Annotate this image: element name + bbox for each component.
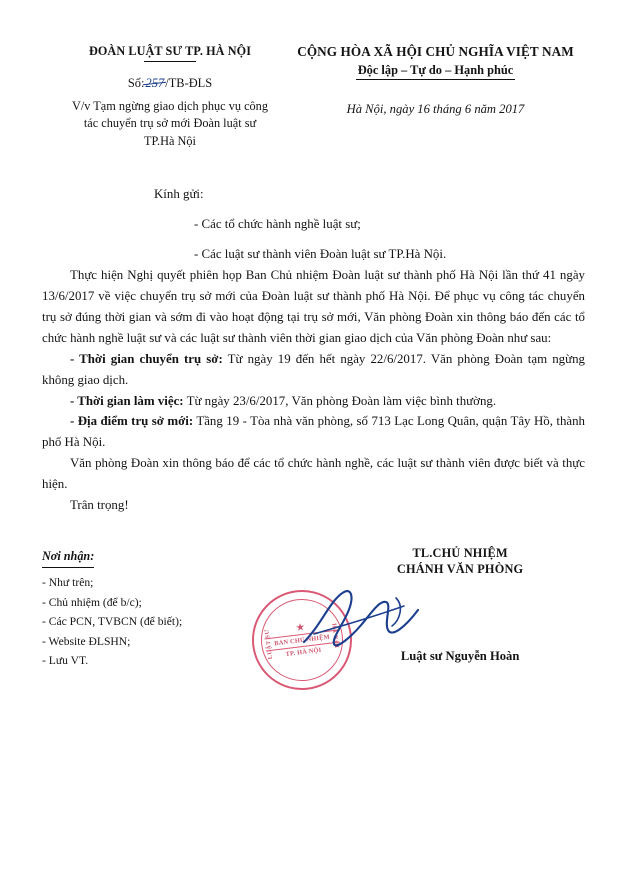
distribution-list-title: Nơi nhận: (42, 546, 94, 569)
distribution-list (42, 546, 335, 671)
bullet-new-address (42, 411, 585, 453)
recipient-item-2: - Các luật sư thành viên Đoàn luật sư TP.Hà Nội. (194, 247, 447, 262)
bullet-moving-time-label: - Thời gian chuyển trụ sở: (70, 351, 223, 366)
bullet-moving-time (42, 349, 585, 391)
subject-line-1: V/v Tạm ngừng giao dịch phục vụ công (72, 99, 268, 113)
bullet-new-address-label: - Địa điểm trụ sở mới: (70, 414, 194, 429)
place-and-date: Hà Nội, ngày 16 tháng 6 năm 2017 (346, 102, 525, 116)
signer-name: Luật sư Nguyễn Hoàn (400, 648, 520, 663)
addressee-label: Kính gửi: (154, 187, 204, 202)
bullet-working-time (42, 391, 585, 412)
document-number-suffix: /TB-ĐLS (165, 76, 213, 90)
bullet-working-time-label: - Thời gian làm việc: (70, 393, 184, 408)
document-number-handwritten: 257 (145, 76, 165, 90)
distribution-item: - Website ĐLSHN; (42, 634, 131, 648)
header-right-block (284, 44, 587, 150)
header-left-block (40, 44, 284, 150)
bullet-moving-time-text: Từ ngày 19 đến hết ngày 22/6/2017. Văn phòng Đoàn tạm ngừng không giao dịch. (42, 351, 585, 387)
issuing-organization: ĐOÀN LUẬT SƯ TP. HÀ NỘI (88, 44, 252, 58)
signer-position-line: CHÁNH VĂN PHÒNG (396, 561, 524, 576)
distribution-item: - Như trên; (42, 576, 94, 590)
document-subject (56, 98, 284, 150)
signature-area (0, 546, 627, 671)
bullet-new-address-text: Tầng 19 - Tòa nhà văn phòng, số 713 Lạc Long Quân, quận Tây Hồ, thành phố Hà Nội. (42, 414, 585, 450)
closing-salutation: Trân trọng! (70, 498, 129, 513)
subject-line-2: tác chuyển trụ sở mới Đoàn luật sư (83, 116, 257, 131)
paragraph-notice: Văn phòng Đoàn xin thông báo để các tổ chức hành nghề, các luật sư thành viên được biết và thực hiện. (42, 456, 585, 492)
signer-authority-line: TL.CHỦ NHIỆM (412, 545, 508, 560)
bullet-working-time-text: Từ ngày 23/6/2017, Văn phòng Đoàn làm việc bình thường. (183, 393, 497, 408)
seal-bottom-text: TP. HÀ NỘI (285, 646, 322, 659)
seal-side-text-left: LUẬT SƯ (264, 628, 275, 660)
national-motto: Độc lập – Tự do – Hạnh phúc (356, 63, 516, 80)
org-underline (144, 61, 196, 62)
distribution-item: - Lưu VT. (42, 654, 89, 668)
paragraph-intro: Thực hiện Nghị quyết phiên họp Ban Chủ nhiệm Đoàn luật sư thành phố Hà Nội lần thứ 41 ngày 13/6/2017 về việc chuyển trụ sở mới của Đoàn luật sư thành phố Hà Nội. Để phục vụ công tác chuyển trụ sở đúng thời gian và sớm đi vào hoạt động tại trụ sở mới, Văn phòng Đoàn xin thông báo đến các tổ chức hành nghề luật sư và các luật sư thành viên thời gian giao dịch của Văn phòng Đoàn như sau: (42, 268, 585, 345)
distribution-item: - Các PCN, TVBCN (để biết); (42, 615, 183, 629)
signature-block (335, 546, 585, 671)
recipient-item-1: - Các tổ chức hành nghề luật sư; (194, 217, 361, 232)
seal-band-text: BAN CHỦ NHIỆM (265, 630, 340, 652)
seal-side-text-right: HÀ NỘI (330, 622, 340, 649)
document-body (0, 184, 627, 516)
national-title: CỘNG HÒA XÃ HỘI CHỦ NGHĨA VIỆT NAM (297, 44, 574, 59)
distribution-item: - Chủ nhiệm (để b/c); (42, 595, 142, 609)
document-header (0, 0, 627, 150)
seal-star-icon: ★ (295, 621, 306, 633)
subject-line-3: TP.Hà Nội (144, 133, 196, 148)
document-number-line (56, 76, 284, 91)
document-number-prefix: Số: (127, 76, 145, 90)
